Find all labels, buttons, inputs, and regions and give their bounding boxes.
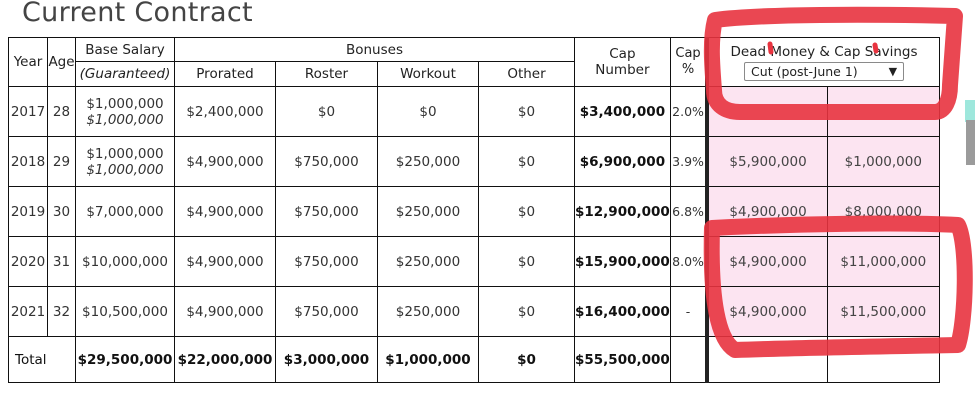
cell-year: 2018 — [9, 137, 48, 187]
cell-age: 29 — [48, 137, 76, 187]
base-salary-value: $1,000,000 — [86, 145, 164, 162]
cell-workout: $250,000 — [378, 137, 479, 187]
cell-workout: $250,000 — [378, 287, 479, 337]
cell-age: 28 — [48, 87, 76, 137]
cell-cap-number: $3,400,000 — [575, 87, 671, 137]
cell-dead-money: $5,900,000 — [707, 137, 827, 187]
side-scroll-strip — [966, 120, 975, 165]
chevron-down-icon: ▼ — [888, 64, 898, 78]
table-row — [9, 87, 940, 137]
cell-cap-pct: 3.9% — [670, 137, 707, 187]
cell-cap-savings: $11,500,000 — [827, 287, 939, 337]
cell-prorated: $4,900,000 — [175, 287, 276, 337]
cell-base-salary — [76, 137, 175, 187]
cell-cap-number: $16,400,000 — [575, 287, 671, 337]
total-cap-savings — [827, 337, 939, 383]
total-workout: $1,000,000 — [378, 337, 479, 383]
side-accent — [965, 100, 975, 122]
header-cap-pct[interactable] — [670, 38, 707, 87]
cell-base-salary: $10,000,000 — [76, 237, 175, 287]
total-base-salary: $29,500,000 — [76, 337, 175, 383]
total-other: $0 — [479, 337, 575, 383]
table-row — [9, 137, 940, 187]
cell-cap-pct: 6.8% — [670, 187, 707, 237]
base-salary-value: $1,000,000 — [86, 95, 164, 112]
cell-age: 32 — [48, 287, 76, 337]
table-row — [9, 287, 940, 337]
table-row — [9, 187, 940, 237]
cell-dead-money: $4,900,000 — [707, 287, 827, 337]
cell-prorated: $4,900,000 — [175, 187, 276, 237]
total-roster: $3,000,000 — [276, 337, 378, 383]
cell-cap-savings: $11,000,000 — [827, 237, 939, 287]
cell-year: 2019 — [9, 187, 48, 237]
cell-other: $0 — [479, 187, 575, 237]
header-cap-number[interactable] — [575, 38, 671, 87]
cell-other: $0 — [479, 237, 575, 287]
header-year[interactable]: Year — [9, 38, 48, 87]
header-base-salary[interactable]: Base Salary — [76, 38, 175, 62]
guaranteed-value: $1,000,000 — [86, 161, 164, 178]
total-row — [9, 337, 940, 383]
cut-type-select-value: Cut (post-June 1) — [751, 63, 858, 79]
total-label: Total — [9, 337, 76, 383]
cell-cap-pct: - — [670, 287, 707, 337]
cell-dead-money — [707, 87, 827, 137]
contract-table — [8, 37, 940, 383]
cell-other: $0 — [479, 287, 575, 337]
total-cap-number: $55,500,000 — [575, 337, 671, 383]
cell-year: 2021 — [9, 287, 48, 337]
header-cap-pct-line1: Cap — [675, 46, 701, 61]
header-bonuses: Bonuses — [175, 38, 575, 62]
cell-base-salary — [76, 87, 175, 137]
cell-roster: $750,000 — [276, 137, 378, 187]
cell-other: $0 — [479, 137, 575, 187]
cell-workout: $250,000 — [378, 237, 479, 287]
total-prorated: $22,000,000 — [175, 337, 276, 383]
cell-cap-pct: 8.0% — [670, 237, 707, 287]
header-other[interactable]: Other — [479, 62, 575, 87]
cell-prorated: $4,900,000 — [175, 137, 276, 187]
cell-other: $0 — [479, 87, 575, 137]
cell-prorated: $4,900,000 — [175, 237, 276, 287]
cut-type-select[interactable] — [744, 62, 904, 81]
table-row — [9, 237, 940, 287]
header-guaranteed: (Guaranteed) — [76, 62, 175, 87]
cell-prorated: $2,400,000 — [175, 87, 276, 137]
header-roster[interactable]: Roster — [276, 62, 378, 87]
cell-cap-number: $6,900,000 — [575, 137, 671, 187]
cell-cap-savings: $1,000,000 — [827, 137, 939, 187]
cell-workout: $250,000 — [378, 187, 479, 237]
total-dead-money — [707, 337, 827, 383]
cell-roster: $750,000 — [276, 287, 378, 337]
total-cap-pct — [670, 337, 707, 383]
cell-workout: $0 — [378, 87, 479, 137]
header-cap-number-line2: Number — [595, 62, 650, 78]
cell-year: 2020 — [9, 237, 48, 287]
cell-cap-savings: $8,000,000 — [827, 187, 939, 237]
header-age[interactable]: Age — [48, 38, 76, 87]
cell-dead-money: $4,900,000 — [707, 187, 827, 237]
header-dead-money-label: Dead Money & Cap Savings — [730, 43, 918, 60]
cell-age: 30 — [48, 187, 76, 237]
cell-cap-savings — [827, 87, 939, 137]
header-cap-pct-line2: % — [681, 62, 695, 77]
cell-roster: $0 — [276, 87, 378, 137]
header-prorated[interactable]: Prorated — [175, 62, 276, 87]
cell-cap-pct: 2.0% — [670, 87, 707, 137]
cell-cap-number: $12,900,000 — [575, 187, 671, 237]
page-title: Current Contract — [22, 0, 253, 28]
cell-dead-money: $4,900,000 — [707, 237, 827, 287]
header-workout[interactable]: Workout — [378, 62, 479, 87]
cell-roster: $750,000 — [276, 237, 378, 287]
cell-base-salary: $10,500,000 — [76, 287, 175, 337]
cell-age: 31 — [48, 237, 76, 287]
guaranteed-value: $1,000,000 — [86, 111, 164, 128]
header-cap-number-line1: Cap — [609, 46, 636, 62]
cell-year: 2017 — [9, 87, 48, 137]
header-dead-money — [707, 38, 939, 87]
cell-base-salary: $7,000,000 — [76, 187, 175, 237]
cell-cap-number: $15,900,000 — [575, 237, 671, 287]
cell-roster: $750,000 — [276, 187, 378, 237]
